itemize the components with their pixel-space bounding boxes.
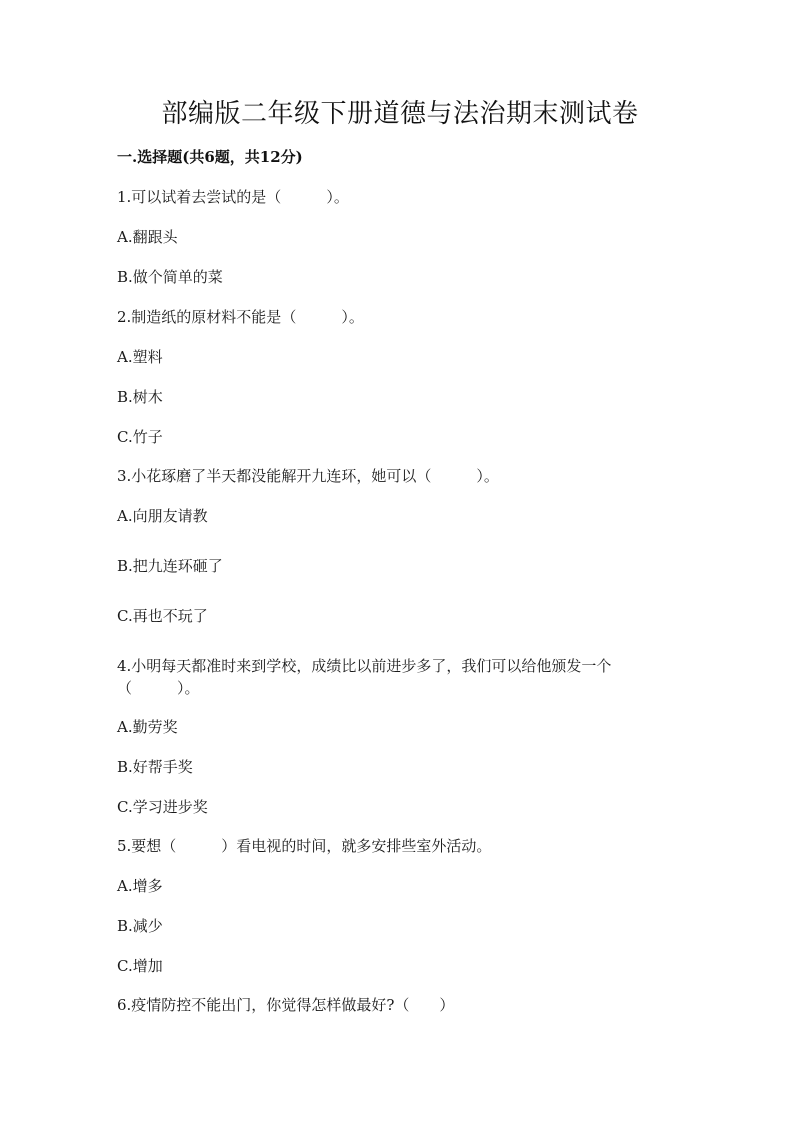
question-6-stem: 6.疫情防控不能出门，你觉得怎样做最好?（ ） <box>117 996 455 1014</box>
question-1-stem: 1.可以试着去尝试的是（ ）。 <box>117 188 349 206</box>
question-5-stem: 5.要想（ ）看电视的时间，就多安排些室外活动。 <box>117 837 492 855</box>
question-3-option-a: A.向朋友请教 <box>117 507 208 525</box>
question-3-option-c: C.再也不玩了 <box>117 607 208 625</box>
question-1-option-a: A.翻跟头 <box>117 228 178 246</box>
question-4-option-b: B.好帮手奖 <box>117 758 193 776</box>
question-2-option-c: C.竹子 <box>117 428 163 446</box>
question-5-option-b: B.减少 <box>117 917 163 935</box>
question-4-stem: 4.小明每天都准时来到学校，成绩比以前进步多了，我们可以给他颁发一个（ ）。 <box>117 657 612 697</box>
question-2-option-b: B.树木 <box>117 388 163 406</box>
question-3-stem: 3.小花琢磨了半天都没能解开九连环，她可以（ ）。 <box>117 467 499 485</box>
question-2-option-a: A.塑料 <box>117 348 163 366</box>
question-3-option-b: B.把九连环砸了 <box>117 557 223 575</box>
question-5-option-a: A.增多 <box>117 877 163 895</box>
question-4-option-c: C.学习进步奖 <box>117 798 208 816</box>
question-5-option-c: C.增加 <box>117 957 163 975</box>
question-1-option-b: B.做个简单的菜 <box>117 268 223 286</box>
question-4-option-a: A.勤劳奖 <box>117 718 178 736</box>
page-title: 部编版二年级下册道德与法治期末测试卷 <box>161 99 639 129</box>
section-heading: 一.选择题(共6题，共12分) <box>117 148 303 166</box>
question-2-stem: 2.制造纸的原材料不能是（ ）。 <box>117 308 364 326</box>
